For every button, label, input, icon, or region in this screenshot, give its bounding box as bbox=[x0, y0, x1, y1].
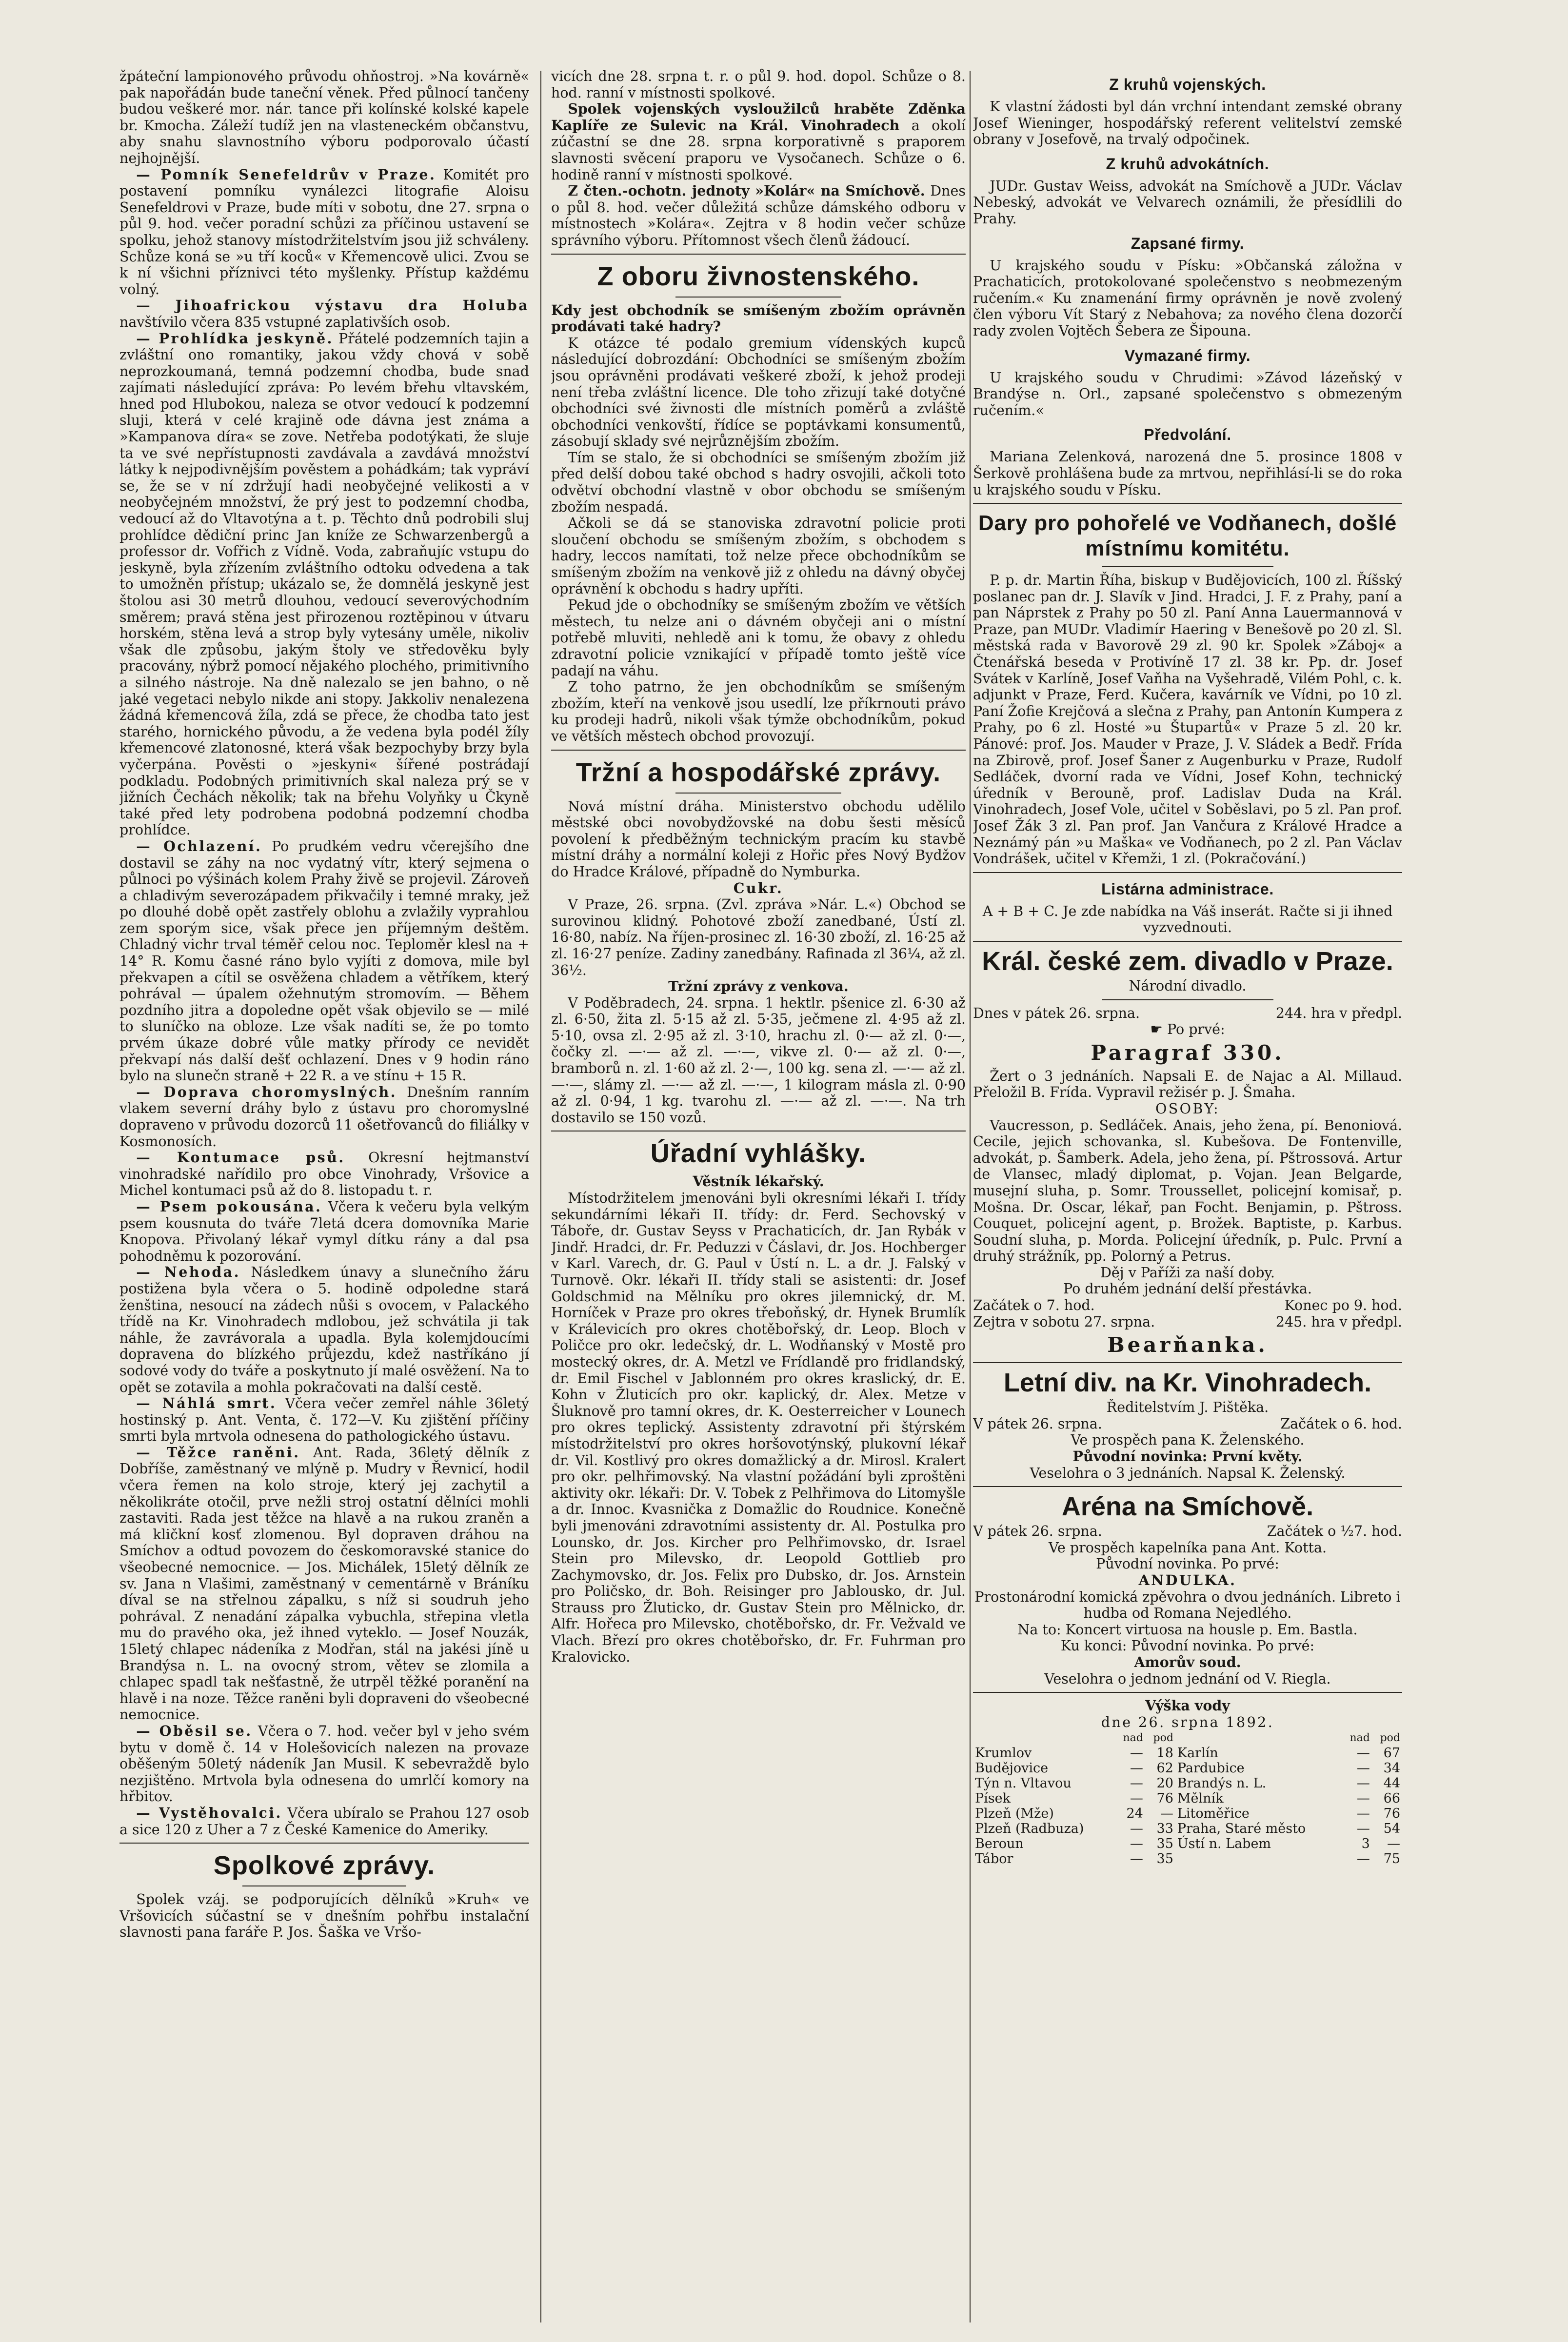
water-station: Týn n. Vltavou bbox=[975, 1776, 1072, 1791]
water-level: — bbox=[1387, 1836, 1400, 1852]
water-heading: Výška vody bbox=[1145, 1697, 1230, 1714]
water-row bbox=[973, 1761, 1402, 1776]
news-body: a okolí zúčastní se dne 28. srpna korporativně s praporem slavnosti svěcení praporu ve Vysočanech. Schůze o 6. hodině ranní v místnosti spolkové. bbox=[551, 117, 966, 183]
water-level: — bbox=[1130, 1851, 1143, 1867]
start-time: Začátek o 7. hod. bbox=[973, 1297, 1095, 1314]
article-text: A + B + C. Je zde nabídka na Váš inserát. Račte si ji ihned vyzvednouti. bbox=[982, 903, 1393, 936]
section-heading-spolkove: Spolkové zprávy. bbox=[213, 1851, 436, 1881]
article-text: Místodržitelem jmenováni byli okresními lékaři I. třídy sekundárními lékaři II. třídy: dr. Ferd. Sechovský v Táboře, dr. Gustav Seyss v Prachaticích, dr. Jan Rybák v Jindř. Hradci, dr. Fr. Peduzzi v Čáslavi, dr. Jos. Hochberger v Karl. Varech, dr. G. Paul v Ústí n. L. a dr. J. Falský v Turnově. Okr. lékaři II. třídy stali se asistenti: dr. Josef Goldschmid na Mělníku pro okres jilemnický, dr. M. Horníček v Praze pro okres třeboňský, dr. Hynek Brumlík v Králevicích pro okres chotěbořský, dr. Leop. Bloch v Poličce pro okr. ledečský, dr. L. Wodňanský v Mostě pro mostecký okres, dr. A. Metzl ve Frídlandě pro fridlandský, dr. Emil Fischel v Jablonném pro okres kraslický, dr. E. Kohn v Žluticích pro okr. kaplický, dr. Alex. Metze v Šluknově pro tamní okres, dr. K. Oesterreicher v Lounech pro okres teplický. Assistenty zdravotní při štýrském místodržitelství pro okres horšovotýnský, plukovní lékař dr. Vil. Kostlivý pro okres domažlický a dr. Mirosl. Kralert pro okr. pelhřimovský. Na vlastní požádání byli zproštěni aktivity okr. lékaři: Dr. V. Tobek z Pelhřimova do Litomyšle a dr. Innoc. Kvasnička z Domažlic do Roudnice. Konečně byli jmenováni zdravotními assistenty dr. Al. Postulka pro Lounsko, dr. Jos. Kircher pro Pelhřimovsko, dr. Israel Stein pro Milevsko, dr. Leopold Gottlieb pro Zachymovsko, dr. Jos. Felix pro Dubsko, dr. Jos. Arnstein pro Poličsko, dr. Boh. Reisinger pro Jablousko, dr. Jul. Strauss pro Žluticko, dr. Gustav Stein pro Mělnicko, dr. Alfr. Hořeca pro Milevsko, chotěbořsko, dr. Fr. Vežvald ve Vlach. Březí pro okres chotěbořsko, dr. Fr. Fuhrman pro Kralovicko. bbox=[551, 1190, 966, 1665]
column-2 bbox=[551, 68, 966, 2322]
article-text: Pekud jde o obchodníky se smíšeným zbožím ve větších městech, tu nelze ani o dávném obyčeji ani o místní potřebě mluviti, nehledě ani k tomu, že obavy z ohledu zdravotní policie vznikající v případě tomto ještě více padají na váhu. bbox=[551, 597, 966, 679]
divider bbox=[675, 793, 841, 794]
heading-zapsane-firmy: Zapsané firmy. bbox=[1131, 234, 1245, 252]
program-first bbox=[973, 1021, 1402, 1038]
section-heading-dary: Dary pro pohořelé ve Vodňanech, došlé místnímu komitétu. bbox=[978, 511, 1397, 561]
news-title: — Těžce raněni. bbox=[136, 1444, 300, 1461]
water-level: 24 bbox=[1126, 1806, 1143, 1822]
news-body: Ant. Rada, 36letý dělník z Dobříše, zaměstnaný ve mlýně p. Mudry v Řevnicí, hodil včera řemen na kolo stroje, který jej zachytil a několikráte otočil, prve nežli stroj ostatní dělníci mohli zastaviti. Rada jest těžce na hlavě a na rukou zraněn a má kličkní kosť zlomenou. Byl dopraven dráhou na Smíchov a odtud povozem do českomoravské stanice do všeobecné nemocnice. — Jos. Michálek, 15letý dělník ze sv. Jana n Vlašimi, zaměstnaný v cementárně v Bráníku díval se na střelnou zápalku, s níž si soudruh jeho pohrával. Z nenadání zápalka vybuchla, střepina vletla mu do pravého oka, jež ihned vyteklo. — Josef Nouzák, 15letý chlapec nádeníka z Modřan, stál na jakési jíně u Brandýsa n. L. na ovocný strom, větev se zlomila a chlapec spadl tak nešťastně, že utrpěl těžké poranění na hlavě i na noze. Těžce raněni byli dopraveni do všeobecné nemocnice. bbox=[119, 1444, 529, 1723]
column-divider bbox=[970, 71, 971, 2322]
water-station: Beroun bbox=[975, 1836, 1024, 1852]
water-station: Karlín bbox=[1177, 1746, 1218, 1761]
article-text: P. p. dr. Martin Říha, biskup v Budějovicích, 100 zl. Říšský poslanec pan dr. J. Slavík v Jind. Hradci, J. F. z Prahy, paní a pan Náprstek z Prahy po 50 zl. Paní Anna Lauermannová v Praze, pan MUDr. Vladimír Haering v Benešově po 20 zl. Sl. městská rada v Bavorově 29 zl. 90 kr. Spolek »Záboj« a Čtenářská beseda v Protivíně 17 zl. 38 kr. Pp. dr. Josef Svátek v Karlíně, Josef Vaňha na Vyšehradě, Vilém Pohl, c. k. adjunkt v Praze, Ferd. Kučera, kavárník ve Vídni, po 10 zl. Paní Žofie Krejčová a slečna z Prahy, pan Antonín Kumpera z Prahy, po 6 zl. Hosté »u Štupartů« v Praze 5 zl. 20 kr. Pánové: prof. Jos. Mauder v Praze, J. V. Sládek a Bedř. Frída na Zbirově, prof. Josef Šaner z Augenburku v Praze, Rudolf Sedláček, dvorní rada ve Vídni, Josef Kohn, technický úředník v Berouně, prof. Ladislav Duda na Král. Vinohradech, Josef Vole, učitel v Soběslavi, po 5 zl. Pan prof. Josef Žák 3 zl. Pan prof. Jan Vančura z Králové Hradce a Neznámý pán »u Maška« ve Vodňanech, po 2 zl. Pan Václav Vondrášek, učitel v Křemži, 1 zl. (Pokračování.) bbox=[973, 572, 1402, 867]
program-row bbox=[973, 1314, 1402, 1330]
divider bbox=[973, 1486, 1402, 1487]
news-title: — Nehoda. bbox=[136, 1264, 240, 1281]
divider bbox=[973, 1692, 1402, 1693]
news-title: — Vystěhovalci. bbox=[136, 1804, 282, 1821]
article-text: Mariana Zelenková, narozená dne 5. prosince 1808 v Šerkově prohlášena bude za mrtvou, nepřihlásí-li se do roka u krajského soudu v Písku. bbox=[973, 449, 1402, 498]
cast-list: Vaucresson, p. Sedláček. Anais, jeho žena, pí. Benoniová. Cecile, jejich schovanka, sl. Kubešova. De Fontenville, advokát, p. Šamberk. Adela, jeho žena, pí. Pštrossová. Artur de Vlansec, mladý diplomat, p. Vojan. Jean Belgarde, musejní sluha, p. Somr. Troussellet, policejní komisař, p. Mošna. Dr. Oscar, lékař, pan Focht. Benjamin, p. Pštross. Couquet, policejní agent, p. Brožek. Baptiste, p. Karbus. Soudní sluha, p. Morda. Policejní úředník, p. Pulc. První a druhý strážník, pp. Polorný a Petrus. bbox=[973, 1117, 1402, 1265]
theatre-title-vinohrady: Letní div. na Kr. Vinohradech. bbox=[1003, 1368, 1372, 1398]
program-number: 245. hra v předpl. bbox=[1275, 1313, 1402, 1330]
water-header-cell bbox=[1175, 1730, 1342, 1746]
program-date: V pátek 26. srpna. bbox=[973, 1523, 1102, 1540]
divider bbox=[551, 254, 966, 255]
heading-predvolani: Předvolání. bbox=[1144, 426, 1231, 444]
water-level: — bbox=[1356, 1776, 1370, 1791]
news-body: Dnes o půl 8. hod. večer důležitá schůze dámského odboru v místnostech »Kolára«. Zejtra v 8 hodin večer schůze správního výboru. Přítomnost všech členů žádoucí. bbox=[551, 183, 966, 248]
news-body: Včera ubíralo se Prahou 127 osob a sice 120 z Uher a 7 z České Kamenice do Ameriky. bbox=[119, 1805, 529, 1838]
section-heading-zivnost: Z oboru živnostenského. bbox=[597, 261, 920, 291]
news-title: — Ochlazení. bbox=[136, 837, 262, 854]
news-item bbox=[119, 298, 529, 330]
water-station: Plzeň (Radbuza) bbox=[975, 1821, 1084, 1837]
article-text: K otázce té podalo gremium vídenských kupců následující dobrozdání: Obchodníci se smíšeným zbožím jsou oprávněni prodávati veškeré zboží, k jehož prodeji není třeba zvláštní licence. Dle toho zřizují také dotyčné obchodníci své živnosti dle místních poměrů a zvláště obchodníci venkovští, řídíce se poptávkami konsumentů, zásobují sklady své nejrůznějším zbožím. bbox=[551, 335, 966, 450]
program-date: V pátek 26. srpna. bbox=[973, 1415, 1102, 1432]
water-level: — bbox=[1356, 1761, 1370, 1776]
program-number: 244. hra v předpl. bbox=[1275, 1005, 1402, 1021]
news-item bbox=[119, 1395, 529, 1445]
cast-heading: OSOBY: bbox=[1155, 1100, 1220, 1117]
divider bbox=[973, 941, 1402, 942]
water-station: Litoměřice bbox=[1177, 1806, 1250, 1822]
section-heading-trzni: Tržní a hospodářské zprávy. bbox=[576, 757, 941, 787]
news-item bbox=[119, 1150, 529, 1199]
news-title: Spolek vojenských vysloužilců hraběte Zděnka Kaplíře ze Sulevic na Král. Vinohradech bbox=[551, 100, 966, 134]
start-time: Začátek o 6. hod. bbox=[1280, 1415, 1402, 1432]
divider bbox=[973, 1362, 1402, 1363]
water-station: Tábor bbox=[975, 1851, 1013, 1867]
water-level: 44 bbox=[1383, 1776, 1400, 1791]
program-row bbox=[973, 1416, 1402, 1432]
news-title: — Kontumace psů. bbox=[136, 1149, 345, 1166]
article-text: V Poděbradech, 24. srpna. 1 hektlr. pšenice zl. 6·30 až zl. 6·50, žita zl. 5·15 až zl. 5·35, ječmene zl. 4·95 až zl. 5·10, ovsa zl. 2·95 až zl. 3·10, hrachu zl. 0·— až zl. 0·—, čočky zl. —·— až zl. —·—, vikve zl. 0·— až zl. 0·—, bramborů n. zl. 1·60 až zl. 2·—, 100 kg. sena zl. —·— až zl. —·—, slámy zl. —·— až zl. —·—, 1 kilogram másla zl. 0·90 až zl. 0·94, 1 kg. tvarohu zl. —·— až zl. —·—. Na trh dostavilo se 150 vozů. bbox=[551, 994, 966, 1126]
divider bbox=[551, 750, 966, 751]
article-text: U krajského soudu v Písku: »Občanská záložna v Prachaticích, protokolované společenstvo s neobmezeným ručením.« Ku znamenání firmy oprávněn je nově zvolený člen výboru Vít Starý z Nebahova; za nového člena dozorčí rady zvolen Vojtěch Šebera ze Šipouna. bbox=[973, 257, 1402, 339]
water-table bbox=[973, 1730, 1402, 1866]
news-item bbox=[119, 331, 529, 838]
news-item bbox=[119, 1723, 529, 1805]
water-level: — bbox=[1356, 1791, 1370, 1806]
play-description: Prostonárodní komická zpěvohra o dvou jednáních. Libreto i hudba od Romana Nejedlého. bbox=[974, 1588, 1401, 1622]
column-divider bbox=[540, 71, 541, 2322]
theatre-title-narodni: Král. české zem. divadlo v Praze. bbox=[982, 946, 1393, 976]
article-text: vicích dne 28. srpna t. r. o půl 9. hod. dopol. Schůze o 8. hod. ranní v místnosti spolkové. bbox=[551, 68, 966, 101]
water-level: 35 bbox=[1156, 1851, 1173, 1867]
news-title: — Náhlá smrt. bbox=[136, 1395, 277, 1412]
water-header-cell: pod bbox=[1380, 1732, 1400, 1745]
water-row bbox=[973, 1806, 1402, 1821]
article-text: V Praze, 26. srpna. (Zvl. zpráva »Nár. L.«) Obchod se surovinou klidný. Pohotové zboží zanedbané, Ústí zl. 16·80, nabíz. Na říjen-prosinec zl. 16·30 zboží, zl. 16·25 až zl. 16·27 peníze. Zadiny zanedbány. Rafinada zl 36¼, až zl. 36½. bbox=[551, 896, 966, 978]
play-title: ANDULKA. bbox=[1138, 1572, 1237, 1588]
first-performance-label: Po prvé: bbox=[1167, 1021, 1225, 1038]
news-body: Včera večer zemřel náhle 36letý hostinský p. Ant. Venta, č. 172—V. Ku zjištění příčiny smrti byla mrtvola odnesena do pathologického ústavu. bbox=[119, 1395, 529, 1445]
intermission-note: Po druhém jednání delší přestávka. bbox=[1063, 1281, 1312, 1297]
play-title: Amorův soud. bbox=[1134, 1653, 1241, 1670]
water-row bbox=[973, 1746, 1402, 1761]
news-body: Okresní hejtmanství vinohradské nařídilo pro obce Vinohrady, Vršovice a Michel kontumaci psů až do 8. listopadu t. r. bbox=[119, 1150, 529, 1199]
water-level: 20 bbox=[1156, 1776, 1173, 1791]
program-date: Zejtra v sobotu 27. srpna. bbox=[973, 1313, 1155, 1330]
play-title: Bearňanka. bbox=[1107, 1333, 1268, 1357]
water-level: — bbox=[1130, 1836, 1143, 1852]
water-station: Ústí n. Labem bbox=[1177, 1836, 1271, 1852]
news-body: Po prudkém vedru včerejšího dne dostavil se záhy na noc vydatný vítr, který sejmena o půlnoci po výšinách kolem Prahy živě se projevil. Zároveň a chladivým severozápadem přikvačily i temné mraky, jež po dlouhé době opět zastřely oblohu a zvlažily vyprahlou zem sporým sice, však přece jen příjemným deštěm. Chladný vichr trval téměř celou noc. Teploměr klesl na + 14° R. Komu časné ráno bylo vyjíti z domova, mile byl překvapen a cítil se osvěžena chladem a větříkem, který pohrával — úpalem ožehnutým stromovím. — Během pozdního jitra a dopoledne opět však objevilo se — milé to sluníčko na obloze. Lze však nadíti se, že po tomto prvém úkaze dobré vůle matky přírody ce nevidět překvapí nás další dešť ochlazení. Dnes v 9 hodin ráno bylo na slunečn straně + 22 R. a ve stínu + 15 R. bbox=[119, 838, 529, 1084]
water-level: — bbox=[1130, 1776, 1143, 1791]
water-row bbox=[973, 1791, 1402, 1806]
news-title: — Pomník Senefeldrův v Praze. bbox=[136, 166, 437, 183]
news-item bbox=[119, 1445, 529, 1723]
news-item bbox=[119, 1199, 529, 1264]
article-text: K vlastní žádosti byl dán vrchní intendant zemské obrany Josef Wieninger, hospodářský referent velitelství zemské obrany v Josefově, na trvalý odpočinek. bbox=[973, 99, 1402, 148]
water-row bbox=[973, 1836, 1402, 1851]
column-1 bbox=[119, 68, 529, 2322]
water-level: — bbox=[1356, 1746, 1370, 1761]
water-row bbox=[973, 1821, 1402, 1836]
novelty: Původní novinka. Po prvé: bbox=[1096, 1556, 1279, 1572]
subheading: Tržní zprávy z venkova. bbox=[668, 978, 849, 995]
concert-note: Na to: Koncert virtuosa na housle p. Em. Bastla. bbox=[1017, 1621, 1358, 1638]
water-row bbox=[973, 1851, 1402, 1866]
program-row bbox=[973, 1523, 1402, 1540]
news-body: Přátelé podzemních tajin a zvláštní ono romantiky, jakou vždy chová v sobě neprozkoumaná, temná podzemní chodba, bude snad zajímati následující zpráva: Po levém břehu vltavském, hned pod Hlubokou, naleza se otvor vedoucí k podzemní sluji, která v celé krajině ode dávna jest známa a »Kampanova díra« se zove. Netřeba podotýkati, že sluje ta ve své nepřístupnosti zavdávala a zavdává množství látky k nejpodivnějším pověstem a pohádkám; tak vypráví se, že se v ní zdržují hadi neobyčejné velikosti a v neobyčejném množství, že prý jest to podzemní chodba, vedoucí až do Vltavotýna a t. p. Těchto dnů podrobili sluj prohlídce dědiční princ Jan kníže ze Schwarzenbergů a professor dr. Vofřich z Vídně. Voda, zabraňujíc vstupu do jeskyně, byla zřízením zvláštního odtoku odvedena a tak to umožněn přístup; ukázalo se, že domnělá jeskyně jest štolou asi 30 metrů dlouhou, vedoucí severovýchodním směrem; pravá stěna jest přirozenou roztěpinou v útvaru horském, stěna levá a strop byly vytesány uměle, nikoliv však dle způsobu, jakým štoly ve středověku byly pracovány, nýbrž pomocí nějakého plochého, primitivního a silného nástroje. Na dně nalezalo se jen bahno, o ně jaké vegetaci nebylo nikde ani stopy. Jakkoliv nenalezena žádná křemencová žíla, zdá se přece, že chodba tato jest starého, hornického původu, a že vedena byla podél žíly křemencové zlatonosné, která však bezpochyby brzy byla vyčerpána. Pověsti o »jeskyni« šířené postrádají podkladu. Podobných primitivních skal naleza prý se v jižních Čechách několik; tak na břehu Volyňky u Čkyně také před lety podrobena podobná podzemní chodba prohlídce. bbox=[119, 330, 529, 838]
news-title: — Doprava choromyslných. bbox=[136, 1083, 397, 1100]
article-text: Ačkoli se dá se stanoviska zdravotní policie proti sloučení obchodu se smíšeným zbožím, s obchodem s hadry, leccos namítati, tož nelze přece obchodníkům se smíšeným zbožím na venkově již z ohledu na dávný obyčej oprávnění k obchodu s hadry upříti. bbox=[551, 515, 966, 597]
water-station: Budějovice bbox=[975, 1761, 1049, 1776]
news-body: Dnešním ranním vlakem severní dráhy bylo z ústavu pro choromyslné dopraveno v průvodu dozorců 11 ošetřovanců do filiálky v Kosmonosích. bbox=[119, 1084, 529, 1150]
divider bbox=[973, 872, 1402, 873]
heading-vojenske: Z kruhů vojenských. bbox=[1109, 76, 1266, 93]
play-description: Žert o 3 jednáních. Napsali E. de Najac a Al. Millaud. Přeložil B. Frída. Vypravil režisér p. J. Šmaha. bbox=[973, 1068, 1402, 1101]
water-level: — bbox=[1160, 1806, 1173, 1822]
water-level: 67 bbox=[1383, 1746, 1400, 1761]
water-level: — bbox=[1356, 1821, 1370, 1837]
water-level: — bbox=[1130, 1761, 1143, 1776]
end-time: Konec po 9. hod. bbox=[1284, 1297, 1402, 1314]
water-level: 34 bbox=[1383, 1761, 1400, 1776]
water-station: Plzeň (Mže) bbox=[975, 1806, 1054, 1822]
heading-advokatni: Z kruhů advokátních. bbox=[1106, 155, 1270, 173]
theatre-subtitle: Ředitelstvím J. Pištěka. bbox=[1106, 1399, 1269, 1416]
water-station: Praha, Staré město bbox=[1177, 1821, 1306, 1837]
subheading: Kdy jest obchodník se smíšeným zbožím oprávněn prodávati také hadry? bbox=[551, 301, 966, 335]
program-times bbox=[973, 1297, 1402, 1314]
news-title: Z čten.-ochotn. jednoty »Kolár« na Smíchově. bbox=[568, 182, 925, 199]
play-description: Veselohra o jednom jednání od V. Riegla. bbox=[1044, 1670, 1331, 1687]
water-table-header bbox=[973, 1730, 1402, 1746]
news-item bbox=[119, 1805, 529, 1838]
water-level: — bbox=[1130, 1791, 1143, 1806]
water-row bbox=[973, 1776, 1402, 1791]
article-text: žpáteční lampionového průvodu ohňostroj. »Na kovárně« pak napořádán bude taneční věnek. Před půlnocí tančeny budou veškeré mor. nár. tance při kolínské kolské kapele br. Kmocha. Záleží tudíž jen na vlasteneckém občanstvu, aby snahu slavnostního výboru podporovalo účastí nejhojnější. bbox=[119, 68, 529, 166]
water-level: 3 bbox=[1361, 1836, 1370, 1852]
divider bbox=[119, 1843, 529, 1844]
heading-vymazane-firmy: Vymazané firmy. bbox=[1124, 346, 1251, 364]
water-level: 62 bbox=[1156, 1761, 1173, 1776]
divider bbox=[675, 297, 841, 298]
column-3 bbox=[973, 68, 1402, 2322]
water-level: 66 bbox=[1383, 1791, 1400, 1806]
article-text: Spolek vzáj. se podporujících dělníků »Kruh« ve Vršovicích súčastní se v dnešním pohřbu instalační slavnosti pana faráře P. Jos. Šaška ve Vršo- bbox=[119, 1891, 529, 1941]
water-level: 18 bbox=[1156, 1746, 1173, 1761]
pointing-hand-icon: ☛ bbox=[1150, 1021, 1167, 1038]
play-title: Paragraf 330. bbox=[1091, 1040, 1285, 1065]
article-text: Nová místní dráha. Ministerstvo obchodu udělilo městské obci novobydžovské na dobu šesti měsíců povolení k předběžným technickým pracím ku stavbě místní dráhy a normální koleji z Hořic přes Nový Bydžov do Hradce Králové, případně do Nymburka. bbox=[551, 798, 966, 880]
news-title: — Psem pokousána. bbox=[136, 1198, 322, 1215]
water-level: — bbox=[1130, 1746, 1143, 1761]
novelty: Ku konci: Původní novinka. Po prvé: bbox=[1060, 1638, 1315, 1654]
news-item bbox=[551, 183, 966, 248]
divider bbox=[973, 503, 1402, 504]
novelty: Původní novinka: První květy. bbox=[1072, 1448, 1303, 1465]
news-body: Včera o 7. hod. večer byl v jeho svém bytu v domě č. 14 v Holešovicích nalezen na provaze oběšeným 50letý nádeník Jan Musil. K sebevraždě bylo nezjištěno. Mrtvola byla odnesena do umrlčí komory na hřbitov. bbox=[119, 1723, 529, 1805]
article-text: U krajského soudu v Chrudimi: »Závod lázeňský v Brandýse n. Orl., zapsané společenstvo s obmezeným ručením.« bbox=[973, 369, 1402, 418]
heading-listarna: Listárna administrace. bbox=[1101, 880, 1274, 898]
news-item bbox=[119, 838, 529, 1084]
water-station: Pardubice bbox=[1177, 1761, 1245, 1776]
theatre-subtitle: Národní divadlo. bbox=[1129, 977, 1247, 994]
water-level: 75 bbox=[1383, 1851, 1400, 1867]
news-item bbox=[119, 1264, 529, 1395]
news-title: — Prohlídka jeskyně. bbox=[136, 330, 334, 347]
water-level: 76 bbox=[1156, 1791, 1173, 1806]
news-item bbox=[119, 1084, 529, 1150]
divider bbox=[1102, 566, 1273, 567]
play-setting: Děj v Paříži za naší doby. bbox=[1100, 1264, 1275, 1281]
water-header-cell bbox=[973, 1730, 1115, 1746]
benefit-note: Ve prospěch pana K. Želenského. bbox=[1071, 1432, 1305, 1449]
program-row bbox=[973, 1005, 1402, 1022]
news-body: Komitét pro postavení pomníku vynálezci litografie Aloisu Senefeldrovi v Praze, bude míti v sobotu, dne 27. srpna o půl 9. hod. večer poradní schůzi za příčinou ustavení se spolku, jehož stanovy místodržitelstvím jsou již schváleny. Schůze koná se »u tří koců« v Křemencově ulici. Zvou se k ní všichni příznivci této myšlenky. Přístup každému volný. bbox=[119, 166, 529, 298]
water-station: Brandýs n. L. bbox=[1177, 1776, 1267, 1791]
theatre-title-arena: Aréna na Smíchově. bbox=[1061, 1492, 1314, 1522]
article-text: JUDr. Gustav Weiss, advokát na Smíchově a JUDr. Václav Nebeský, advokát ve Velvarech oznámili, že přesídlili do Prahy. bbox=[973, 178, 1402, 227]
news-item bbox=[551, 101, 966, 183]
start-time: Začátek o ½7. hod. bbox=[1267, 1523, 1402, 1540]
water-level: 33 bbox=[1156, 1821, 1173, 1837]
news-title: — Jihoafrickou výstavu dra Holuba bbox=[136, 297, 529, 314]
news-item bbox=[119, 167, 529, 298]
subheading: Věstník lékařský. bbox=[693, 1173, 824, 1190]
water-station: Krumlov bbox=[975, 1746, 1032, 1761]
subheading: Cukr. bbox=[733, 879, 784, 896]
news-body: navštívilo včera 835 vstupné zaplativších osob. bbox=[119, 314, 451, 330]
water-level: 54 bbox=[1383, 1821, 1400, 1837]
water-level: — bbox=[1130, 1821, 1143, 1837]
news-title: — Oběsil se. bbox=[136, 1722, 253, 1739]
water-level: 76 bbox=[1383, 1806, 1400, 1822]
water-station: Mělník bbox=[1177, 1791, 1224, 1806]
water-station bbox=[1175, 1851, 1342, 1866]
water-header-cell: nad bbox=[1123, 1732, 1143, 1745]
news-body: Včera k večeru byla velkým psem kousnuta do tváře 7letá dcera domovníka Marie Knopova. Přivolaný lékař vymyl dítku rány a dal psa pohodněmu k pozorování. bbox=[119, 1198, 529, 1264]
water-level: — bbox=[1356, 1806, 1370, 1822]
program-date: Dnes v pátek 26. srpna. bbox=[973, 1005, 1140, 1021]
news-body: Následkem únavy a slunečního žáru postižena byla včera o 5. hodině odpoledne stará ženština, nesoucí na zádech nůši s ovocem, v Palackého třídě na Kr. Vinohradech mdlobou, jež schvátila ji tak náhle, že zavrávorala a upadla. Byla kolemjdoucími dopravena do blízkého průjezdu, kdež nastříkáno jí sodové vody do tváře a poskytnuto jí malé osvěžení. Na to opět se zotavila a mohla pokračovati na další cestě. bbox=[119, 1264, 529, 1395]
benefit-note: Ve prospěch kapelníka pana Ant. Kotta. bbox=[1048, 1539, 1327, 1556]
section-heading-uradni: Úřadní vyhlášky. bbox=[650, 1139, 867, 1169]
water-date: dne 26. srpna 1892. bbox=[1101, 1714, 1274, 1730]
article-text: Tím se stalo, že si obchodníci se smíšeným zbožím již před delší dobou také obchod s hadry osvojili, ačkoli toto odvětví obchodní vlastně v obor obchodu se smíšeným zbožím nespadá. bbox=[551, 449, 966, 515]
water-level: — bbox=[1356, 1851, 1370, 1867]
water-header-cell: nad bbox=[1350, 1732, 1370, 1745]
divider bbox=[1102, 999, 1273, 1000]
water-level: 35 bbox=[1156, 1836, 1173, 1852]
water-station: Písek bbox=[975, 1791, 1011, 1806]
article-text: Z toho patrno, že jen obchodníkům se smíšeným zbožím, kteří na venkově jsou usedlí, lze příkrnouti právo ku prodeji hadrů, nikoli však týmže obchodníkům, pokud ve větších městech obchod provozují. bbox=[551, 679, 966, 744]
play-description: Veselohra o 3 jednáních. Napsal K. Želenský. bbox=[1030, 1465, 1346, 1481]
water-header-cell: pod bbox=[1153, 1732, 1173, 1745]
